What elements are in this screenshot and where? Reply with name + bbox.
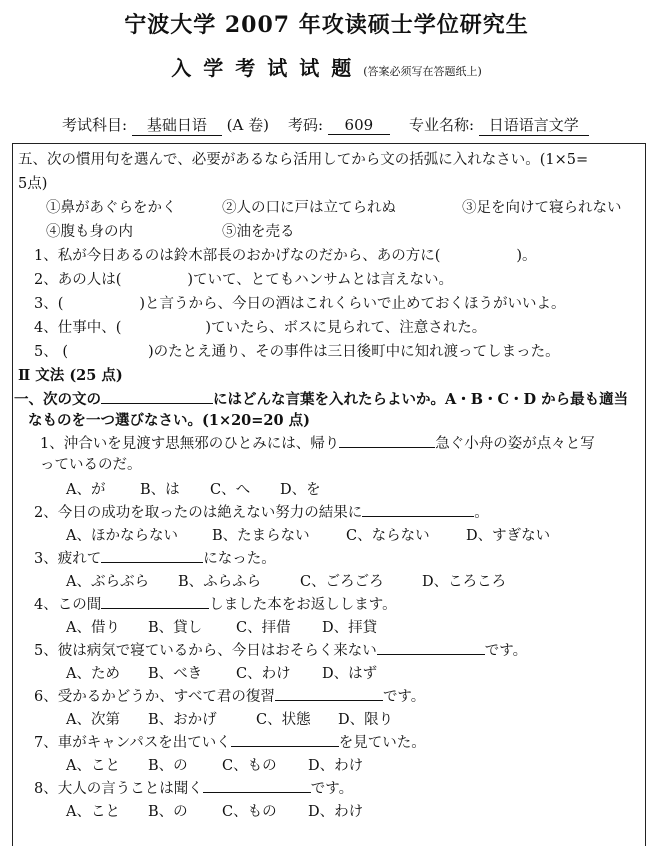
grammar-question-1-cont: っているのだ。 (40, 457, 142, 473)
q-pre: 7、車がキャンパスを出ていく (34, 735, 231, 751)
q8-choice-c: C、もの (222, 804, 277, 820)
q4-choice-a: A、借り (66, 620, 120, 636)
grammar-question-1 (40, 433, 595, 454)
q-post: )のたとえ通り、その事件は三日後町中に知れ渡ってしまった。 (148, 344, 560, 360)
q2-choice-d: D、すぎない (466, 528, 551, 544)
q6-choice-d: D、限り (338, 712, 394, 728)
answer-blank (362, 502, 474, 517)
q8-choice-d: D、わけ (308, 804, 364, 820)
s5-question-2 (34, 270, 453, 290)
grammar-question-8 (34, 778, 353, 799)
q-post: 。 (474, 505, 489, 521)
q-pre: 2、あの人は( (34, 272, 122, 288)
section2-heading: Ⅱ 文法 (25 点) (18, 367, 123, 384)
q7-choice-b: B、の (148, 758, 188, 774)
exam-subtitle (0, 52, 653, 81)
q-post: を見ていた。 (338, 735, 426, 751)
q6-choice-a: A、次第 (66, 712, 120, 728)
q-pre: 3、疲れて (34, 551, 102, 567)
q6-choice-c: C、状態 (256, 712, 311, 728)
major-label: 专业名称: (408, 116, 474, 134)
s5-question-3 (34, 294, 566, 314)
subject-value: 基础日语 (132, 114, 222, 136)
paper-version: (A 卷) (226, 116, 269, 134)
option-2: ②人の口に戸は立てられぬ (222, 200, 396, 216)
answer-blank (231, 732, 339, 747)
s5-question-5 (34, 342, 560, 362)
q2-choice-a: A、ほかならない (66, 528, 178, 544)
q-post: )ていたら、ボスに見られて、注意された。 (205, 320, 487, 336)
q1-choice-a: A、が (66, 482, 106, 498)
q2-choice-b: B、たまらない (212, 528, 310, 544)
section5-instruction-score: 5点) (18, 176, 48, 192)
section2-instruction (14, 389, 628, 410)
answer-blank (101, 594, 209, 609)
instr-blank (101, 389, 213, 404)
q-pre: 2、今日の成功を取ったのは絶えない努力の結果に (34, 505, 363, 521)
code-label: 考码: (288, 116, 324, 134)
subtitle-note: (答案必须写在答题纸上) (363, 65, 482, 78)
q-post: )ていて、とてもハンサムとは言えない。 (187, 272, 454, 288)
q4-choice-b: B、貸し (148, 620, 203, 636)
q2-choice-c: C、ならない (346, 528, 430, 544)
q5-choice-c: C、わけ (236, 666, 291, 682)
option-1: ①鼻があぐらをかく (46, 200, 177, 216)
q7-choice-a: A、こと (66, 758, 120, 774)
q-post: しました本をお返しします。 (209, 597, 397, 613)
q-pre: 3、( (34, 296, 64, 312)
q3-choice-a: A、ぶらぶら (66, 574, 149, 590)
q-pre: 6、受かるかどうか、すべて君の復習 (34, 689, 275, 705)
q8-choice-a: A、こと (66, 804, 120, 820)
q-pre: 8、大人の言うことは聞く (34, 781, 203, 797)
instr-pre: 一、次の文の (14, 391, 101, 408)
exam-meta (62, 114, 589, 136)
section5-instruction: 五、次の慣用句を選んで、必要があるなら活用してから文の括弧に入れなさい。(1×5= (18, 152, 589, 168)
option-5: ⑤油を売る (222, 224, 295, 240)
q1-choice-c: C、へ (210, 482, 251, 498)
q-pre: 4、この間 (34, 597, 102, 613)
q-post: です。 (310, 781, 354, 797)
answer-blank (275, 686, 383, 701)
instr-post: にはどんな言葉を入れたらよいか。A・B・C・D から最も適当 (213, 391, 629, 408)
q4-choice-c: C、拝借 (236, 620, 291, 636)
s5-question-4 (34, 318, 486, 338)
q-pre: 5、 ( (34, 344, 68, 360)
q8-choice-b: B、の (148, 804, 188, 820)
q-pre: 1、沖合いを見渡す思無邪のひとみには、帰り (40, 436, 340, 452)
option-3: ③足を向けて寝られない (462, 200, 622, 216)
grammar-question-4 (34, 594, 397, 615)
q3-choice-d: D、ころころ (422, 574, 507, 590)
subject-label: 考试科目: (62, 116, 128, 134)
q-post: です。 (484, 643, 528, 659)
s5-question-1 (34, 246, 537, 266)
section2-instruction-score: なものを一つ選びなさい。(1×20=20 点) (28, 412, 311, 429)
q-post: )と言うから、今日の酒はこれくらいで止めておくほうがいいよ。 (139, 296, 566, 312)
q3-choice-c: C、ごろごろ (300, 574, 384, 590)
answer-blank (203, 778, 311, 793)
q6-choice-b: B、おかげ (148, 712, 217, 728)
q-post: になった。 (203, 551, 276, 567)
grammar-question-2 (34, 502, 489, 523)
q5-choice-d: D、はず (322, 666, 378, 682)
q-pre: 5、彼は病気で寝ているから、今日はおそらく来ない (34, 643, 377, 659)
answer-blank (101, 548, 203, 563)
major-value: 日语语言文学 (479, 114, 589, 136)
grammar-question-3 (34, 548, 276, 569)
q5-choice-b: B、べき (148, 666, 203, 682)
q1-choice-b: B、は (140, 482, 180, 498)
grammar-question-6 (34, 686, 425, 707)
q4-choice-d: D、拝貸 (322, 620, 378, 636)
answer-blank (377, 640, 485, 655)
q3-choice-b: B、ふらふら (178, 574, 262, 590)
q-pre: 4、仕事中、( (34, 320, 122, 336)
exam-title: 宁波大学 2007 年攻读硕士学位研究生 (124, 12, 529, 38)
q7-choice-c: C、もの (222, 758, 277, 774)
q-post: です。 (382, 689, 426, 705)
q-post: 急ぐ小舟の姿が点々と写 (435, 436, 595, 452)
option-4: ④腹も身の内 (46, 224, 133, 240)
q-post: )。 (516, 248, 537, 264)
subtitle-text: 入学考试试题 (171, 56, 364, 80)
q5-choice-a: A、ため (66, 666, 120, 682)
grammar-question-5 (34, 640, 527, 661)
q1-choice-d: D、を (280, 482, 321, 498)
q-pre: 1、私が今日あるのは鈴木部長のおかげなのだから、あの方に( (34, 248, 441, 264)
code-value: 609 (328, 116, 390, 135)
grammar-question-7 (34, 732, 426, 753)
answer-blank (339, 433, 435, 448)
q7-choice-d: D、わけ (308, 758, 364, 774)
